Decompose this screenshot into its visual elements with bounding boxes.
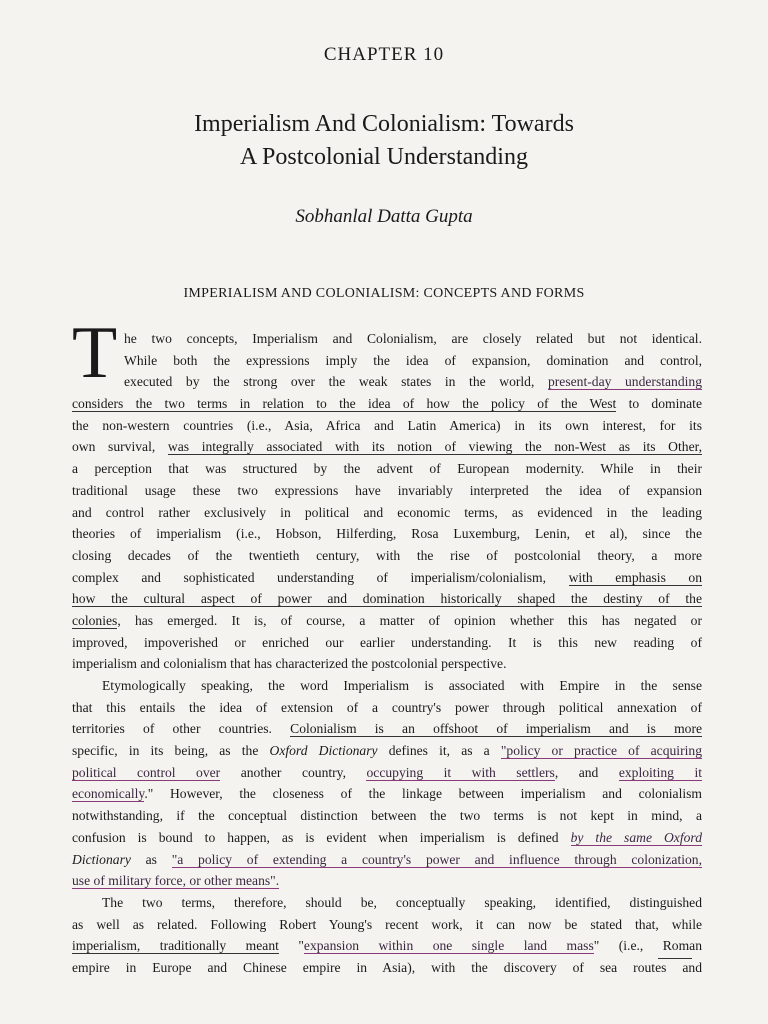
- highlighted-text: exploiting it: [618, 764, 702, 780]
- text-span: , has emerged. It is, of course, a matter of opinion whether this has negated or: [117, 612, 702, 628]
- highlighted-text: "policy or practice of acquiring: [500, 743, 702, 759]
- text-span: own survival,: [72, 439, 168, 455]
- text-line: theories of imperialism (i.e., Hobson, Hilferding, Rosa Luxemburg, Lenin, et al), since the: [72, 526, 702, 542]
- text-line: [72, 935, 702, 957]
- text-span: confusion is bound to happen, as is evident when imperialism is defined: [72, 829, 571, 845]
- text-line: [72, 393, 702, 415]
- underlined-text: colonies: [72, 612, 118, 628]
- text-line: improved, impoverished or enriched our earlier understanding. It is this new reading of: [72, 634, 702, 650]
- highlighted-text: by the same Oxford: [570, 829, 702, 845]
- text-span: , and: [554, 764, 619, 780]
- text-line: [72, 436, 702, 458]
- text-line: as well as related. Following Robert Young's recent work, it can now be stated that, while: [72, 916, 702, 932]
- text-line: a perception that was structured by the advent of European modernity. While in their: [72, 461, 702, 477]
- chapter-number: CHAPTER 10: [323, 44, 445, 65]
- text-line: [72, 371, 702, 393]
- highlighted-text: "a policy of extending a country's power and influence through colonization,: [171, 851, 702, 867]
- text-span: defines it, as a: [377, 743, 501, 759]
- text-span: ": [278, 938, 304, 954]
- text-line: [72, 588, 702, 610]
- text-line: [72, 783, 702, 805]
- chapter-title-line-2: A Postcolonial Understanding: [240, 144, 528, 170]
- section-heading: IMPERIALISM AND COLONIALISM: CONCEPTS AND FORMS: [183, 286, 585, 301]
- text-line: [72, 740, 702, 762]
- text-line: imperialism and colonialism that has characterized the postcolonial perspective.: [72, 656, 507, 672]
- text-line: closing decades of the twentieth century, with the rise of postcolonial theory, a more: [72, 547, 702, 563]
- highlighted-text: economically: [72, 786, 145, 802]
- underlined-text: Colonialism is an offshoot of imperialism and is more: [290, 721, 703, 737]
- underlined-text: was integrally associated with its notion of viewing the non-West as its Other,: [167, 439, 702, 455]
- text-span: executed by the strong over the weak states in the world,: [124, 374, 548, 390]
- text-line: [72, 827, 702, 849]
- highlighted-text: political control over: [72, 764, 221, 780]
- underlined-text: considers the two terms in relation to the idea of how the policy of the West: [72, 396, 617, 412]
- pen-mark: [658, 958, 692, 959]
- text-line: The two terms, therefore, should be, conceptually speaking, identified, distinguished: [102, 894, 702, 910]
- highlighted-text: expansion within one single land mass: [303, 938, 594, 954]
- text-span: complex and sophisticated understanding of imperialism/colonialism,: [72, 569, 569, 585]
- text-line: Etymologically speaking, the word Imperialism is associated with Empire in the sense: [102, 678, 702, 693]
- text-line: he two concepts, Imperialism and Colonialism, are closely related but not identical.: [124, 331, 702, 346]
- text-line: notwithstanding, if the conceptual distinction between the two terms is not kept in mind, a: [72, 808, 702, 824]
- underlined-text: how the cultural aspect of power and domination historically shaped the destiny of the: [72, 591, 702, 607]
- underlined-text: imperialism, traditionally meant: [72, 938, 279, 954]
- text-line: empire in Europe and Chinese empire in Asia), with the discovery of sea routes and: [72, 959, 702, 975]
- body-text: [72, 328, 702, 979]
- text-span: another country,: [220, 764, 367, 780]
- text-line: the non-western countries (i.e., Asia, Africa and Latin America) in its own interest, for its: [72, 417, 702, 433]
- text-line: [72, 762, 702, 784]
- underlined-text: with emphasis on: [568, 569, 703, 585]
- author-name: Sobhanlal Datta Gupta: [295, 206, 473, 227]
- chapter-title-line-1: Imperialism And Colonialism: Towards: [194, 111, 574, 137]
- highlighted-text: present-day understanding: [547, 374, 703, 390]
- italic-text: Dictionary: [72, 851, 131, 867]
- text-line: [72, 849, 702, 871]
- text-span: specific, in its being, as the: [72, 743, 270, 759]
- text-span: territories of other countries.: [72, 721, 291, 737]
- text-line: [72, 718, 702, 740]
- text-line: [72, 567, 702, 589]
- text-line: [72, 610, 702, 632]
- chapter-title: [0, 108, 768, 174]
- text-span: " (i.e., Roman: [593, 938, 703, 954]
- text-line: While both the expressions imply the idea of expansion, domination and control,: [124, 352, 702, 368]
- text-line: and control rather exclusively in political and economic terms, as evidenced in the leading: [72, 504, 702, 520]
- italic-text: Oxford Dictionary: [269, 743, 378, 759]
- text-span: ." However, the closeness of the linkage between imperialism and colonialism: [144, 786, 702, 802]
- text-line: traditional usage these two expressions have invariably interpreted the idea of expansion: [72, 482, 702, 498]
- drop-cap: T: [72, 312, 118, 394]
- text-span: to dominate: [616, 396, 702, 412]
- text-line: that this entails the idea of extension of a country's power through political annexation of: [72, 699, 702, 715]
- text-span: as: [130, 851, 172, 867]
- highlighted-text: use of military force, or other means".: [72, 873, 280, 889]
- text-line: [72, 870, 702, 892]
- highlighted-text: occupying it with settlers: [366, 764, 555, 780]
